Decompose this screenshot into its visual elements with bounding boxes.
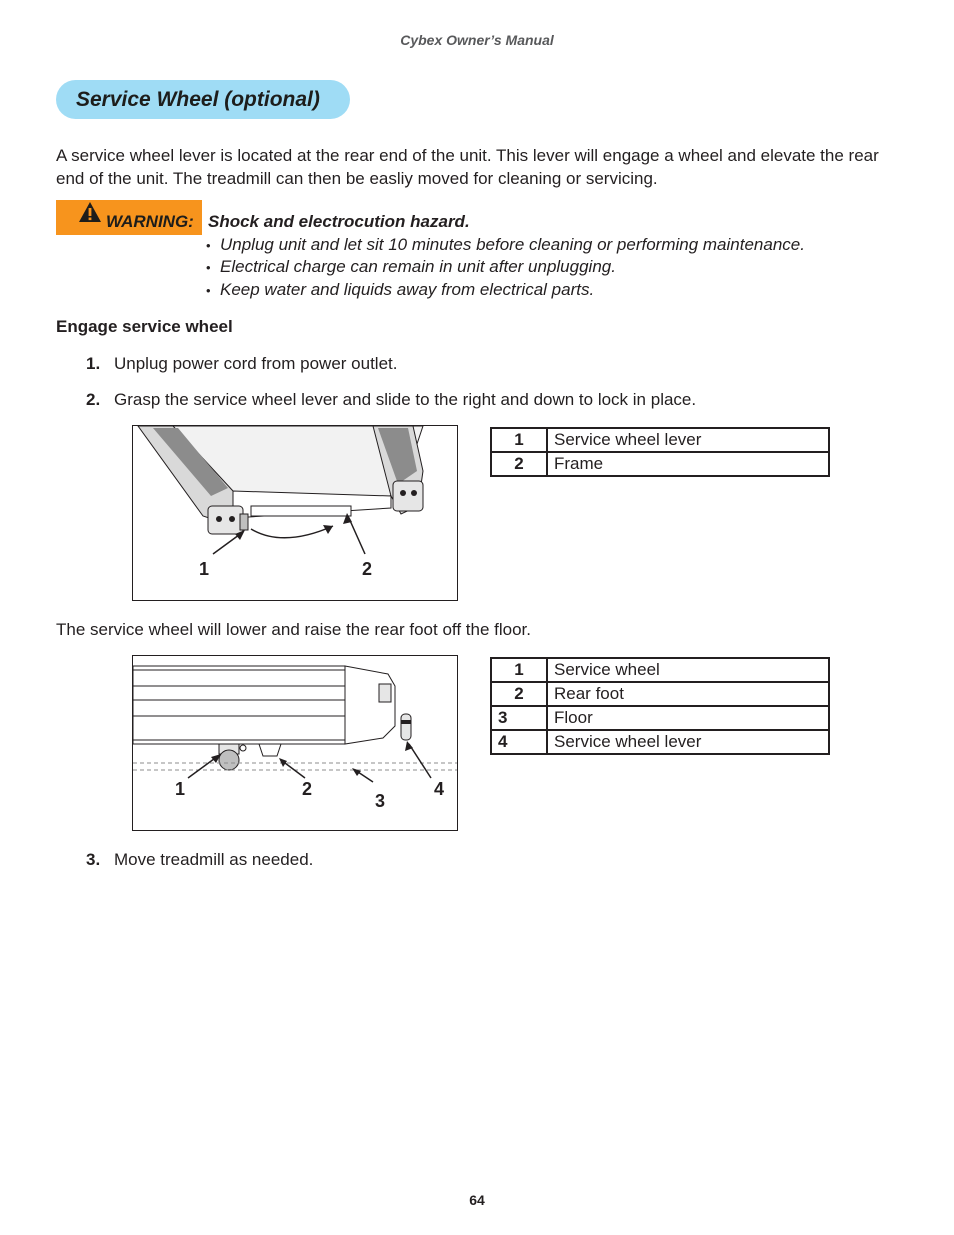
figure1-legend <box>490 427 830 477</box>
warning-title: Shock and electrocution hazard. <box>208 212 470 231</box>
bullet: • <box>206 238 211 253</box>
service-wheel-side-figure <box>132 655 458 831</box>
between-paragraph: The service wheel will lower and raise the rear foot off the floor. <box>56 620 531 639</box>
bullet: • <box>206 283 211 298</box>
warning-badge <box>56 200 202 235</box>
callout-1: 1 <box>199 559 210 579</box>
step-item: 3. Move treadmill as needed. <box>86 850 314 869</box>
bullet: • <box>206 260 211 275</box>
legend-row: 3 Floor <box>491 706 829 730</box>
callout-2: 2 <box>362 559 373 579</box>
callout-3: 3 <box>375 791 386 811</box>
legend-row: 1 Service wheel lever <box>491 428 829 452</box>
legend-row: 4 Service wheel lever <box>491 730 829 754</box>
intro-paragraph: A service wheel lever is located at the rear end of the unit. This lever will engage a wheel and elevate the rear end of the unit. The treadmill can then be easliy moved for cleaning or servicing. <box>56 146 879 188</box>
step-item: 1. Unplug power cord from power outlet. <box>86 354 398 373</box>
warning-item: • Unplug unit and let sit 10 minutes before cleaning or performing maintenance. <box>206 235 805 254</box>
treadmill-rear-illustration <box>133 426 457 600</box>
callout-1: 1 <box>175 779 186 799</box>
step-item: 2. Grasp the service wheel lever and slide to the right and down to lock in place. <box>86 390 697 409</box>
callout-4: 4 <box>434 779 445 799</box>
legend-row: 2 Frame <box>491 452 829 476</box>
procedure-heading: Engage service wheel <box>56 317 233 336</box>
legend-row: 2 Rear foot <box>491 682 829 706</box>
warning-item: • Electrical charge can remain in unit after unplugging. <box>206 257 616 276</box>
page-number: 64 <box>469 1192 485 1208</box>
manual-header: Cybex Owner’s Manual <box>400 32 554 48</box>
warning-triangle-icon <box>78 201 102 223</box>
section-title: Service Wheel (optional) <box>56 80 350 119</box>
warning-item: • Keep water and liquids away from electrical parts. <box>206 280 595 299</box>
treadmill-side-illustration <box>133 656 457 830</box>
figure2-legend <box>490 657 830 755</box>
service-wheel-lever-figure <box>132 425 458 601</box>
callout-2: 2 <box>302 779 313 799</box>
warning-label: WARNING: <box>106 212 194 231</box>
legend-row: 1 Service wheel <box>491 658 829 682</box>
